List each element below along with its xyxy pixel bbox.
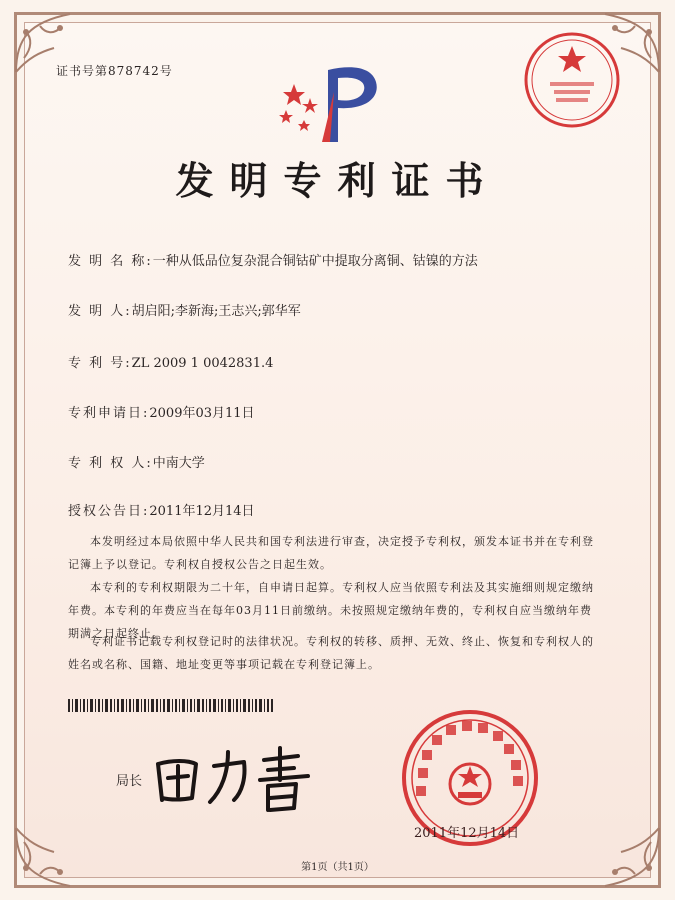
invention-name-label: 发 明 名 称:	[68, 254, 153, 269]
director-signature-icon	[148, 738, 323, 818]
page-number: 第1页（共1页）	[301, 862, 374, 873]
corner-ornament-icon	[10, 822, 80, 892]
certificate-number: 证书号第878742号	[56, 64, 173, 78]
inventors-label: 发 明 人:	[68, 304, 132, 319]
patentee-label: 专 利 权 人:	[68, 456, 153, 471]
patent-number-value: ZL 2009 1 0042831.4	[131, 356, 274, 371]
barcode-icon	[68, 697, 273, 710]
body-paragraph: 本发明经过本局依照中华人民共和国专利法进行审查，决定授予专利权，颁发本证书并在专利登记簿上予以登记。专利权自授权公告之日起生效。	[68, 535, 594, 571]
inventors-row	[68, 300, 301, 319]
patentee-value: 中南大学	[152, 456, 205, 471]
filing-date-row	[68, 402, 255, 421]
grant-date-label: 授权公告日:	[68, 504, 150, 519]
patent-number-row	[68, 352, 273, 371]
filing-date-value: 2009年03月11日	[149, 406, 255, 421]
patent-office-logo-icon	[272, 62, 392, 148]
grant-date-row	[68, 500, 255, 519]
patentee-row	[68, 452, 205, 471]
agency-seal-icon	[520, 28, 624, 132]
grant-date-value: 2011年12月14日	[149, 504, 255, 519]
seal-date: 2011年12月14日	[414, 826, 520, 841]
invention-name-row	[68, 250, 478, 269]
corner-ornament-icon	[595, 822, 665, 892]
filing-date-label: 专利申请日:	[68, 406, 150, 421]
body-paragraph: 本专利的专利权期限为二十年，自申请日起算。专利权人应当依照专利法及其实施细则规定缴纳年费。本专利的年费应当在每年03月11日前缴纳。未按照规定缴纳年费的，专利权自应当缴纳年费期满之日起终止。	[68, 581, 594, 640]
invention-name-value: 一种从低品位复杂混合铜钴矿中提取分离铜、钴镍的方法	[152, 254, 478, 269]
body-paragraph: 专利证书记载专利权登记时的法律状况。专利权的转移、质押、无效、终止、恢复和专利权人的姓名或名称、国籍、地址变更等事项记载在专利登记簿上。	[68, 635, 594, 671]
patent-number-label: 专 利 号:	[68, 356, 132, 371]
inventors-value: 胡启阳;李新海;王志兴;郭华军	[131, 304, 301, 319]
director-label: 局长	[116, 774, 143, 789]
document-title: 发明专利证书	[175, 158, 500, 203]
